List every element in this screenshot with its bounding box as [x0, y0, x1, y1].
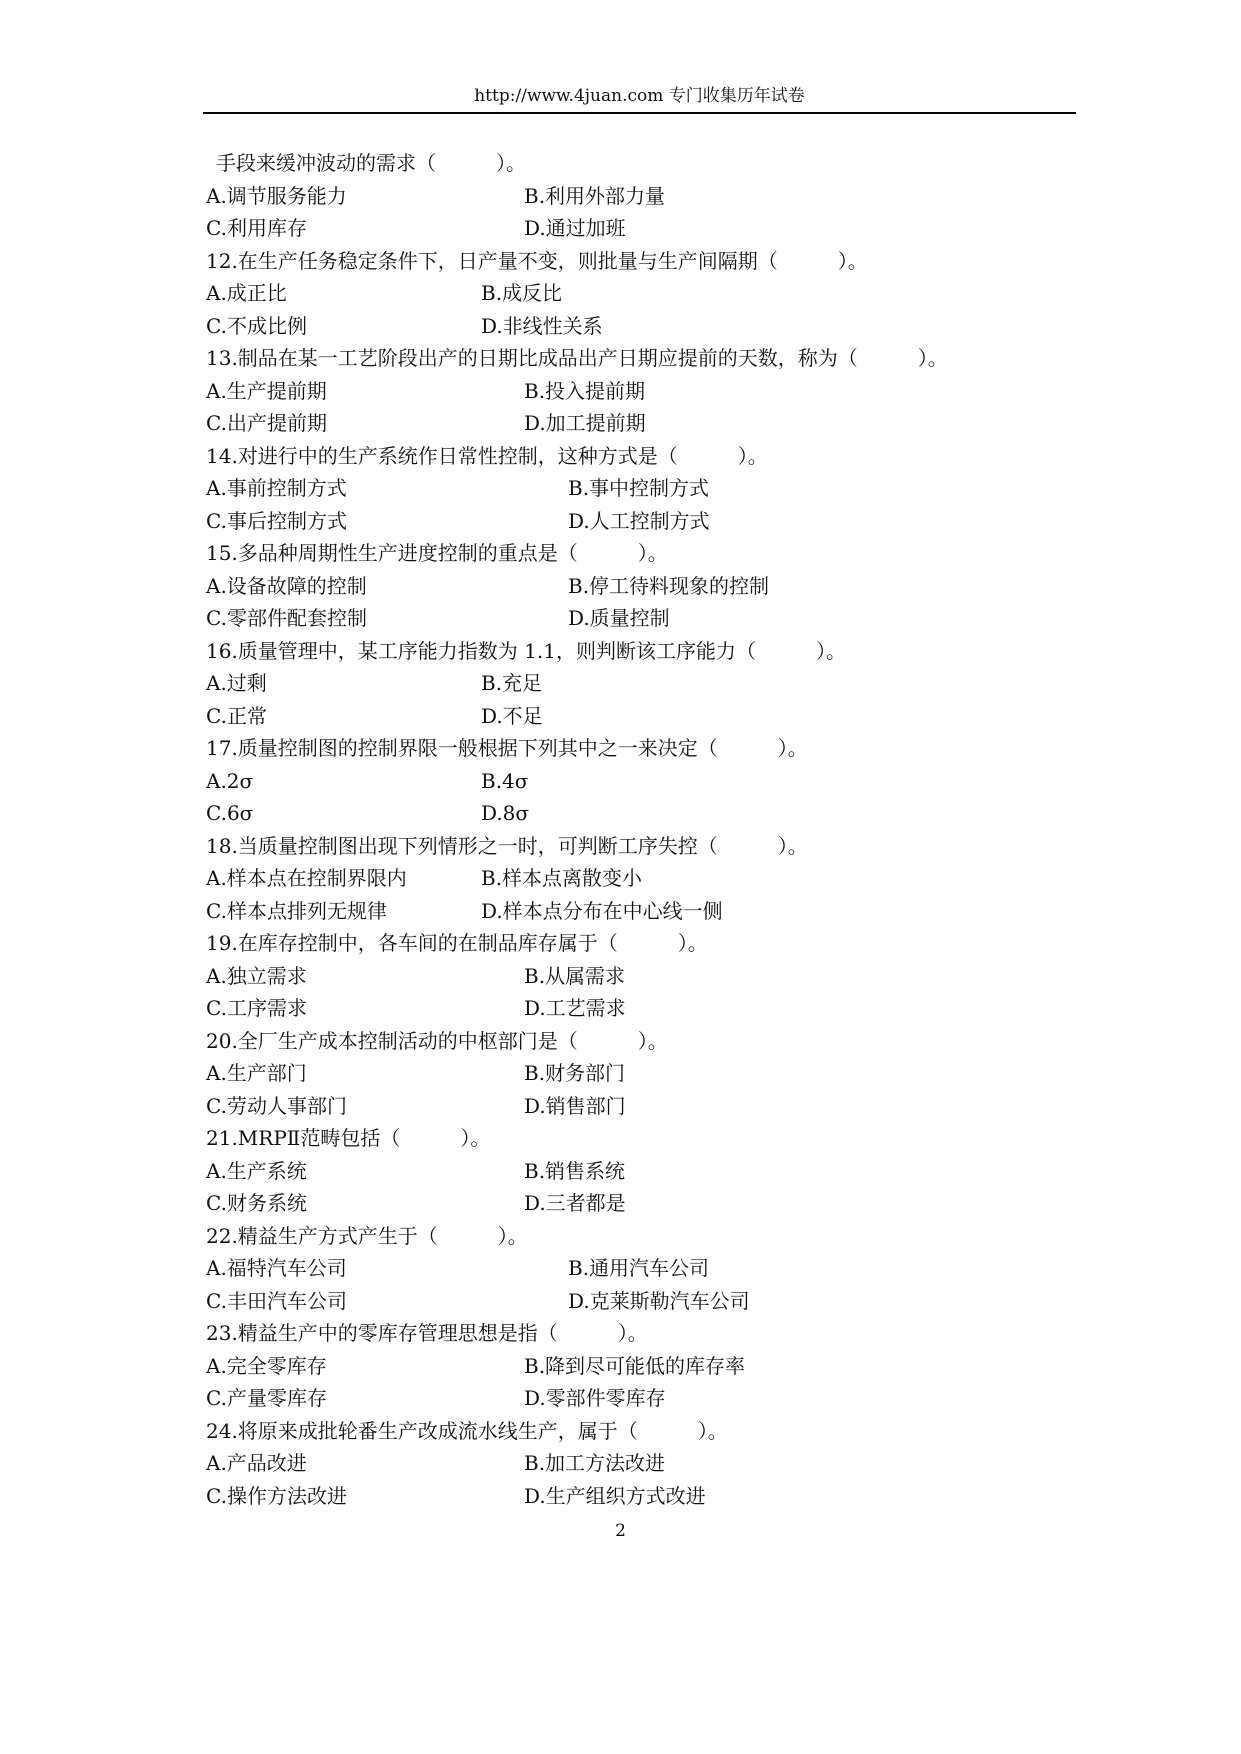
option-right: D.样本点分布在中心线一侧: [481, 898, 723, 923]
question-text: 15.多品种周期性生产进度控制的重点是（ ）。: [206, 541, 668, 565]
option-row: [206, 895, 1076, 928]
option-right: B.通用汽车公司: [568, 1256, 710, 1280]
option-row: [206, 1090, 1076, 1123]
option-row: [206, 1285, 1076, 1318]
option-left: A.调节服务能力: [206, 183, 347, 208]
option-left: C.财务系统: [206, 1191, 307, 1215]
option-row: [206, 407, 1076, 440]
option-left: A.设备故障的控制: [206, 573, 367, 598]
question-text: 23.精益生产中的零库存管理思想是指（ ）。: [206, 1321, 648, 1345]
option-row: [206, 765, 1076, 798]
option-left: A.过剩: [206, 671, 267, 695]
option-row: [206, 1350, 1076, 1383]
question-text: 18.当质量控制图出现下列情形之一时，可判断工序失控（ ）。: [206, 833, 808, 858]
option-right: B.投入提前期: [524, 378, 646, 403]
option-right: B.样本点离散变小: [481, 866, 643, 890]
option-left: A.样本点在控制界限内: [206, 866, 407, 890]
question-text: 20.全厂生产成本控制活动的中枢部门是（ ）。: [206, 1028, 668, 1053]
option-left: C.丰田汽车公司: [206, 1288, 347, 1313]
option-row: [206, 472, 1076, 505]
question-stem: [206, 1415, 1076, 1448]
question-text: 12.在生产任务稳定条件下，日产量不变，则批量与生产间隔期（ ）。: [206, 248, 868, 273]
question-stem: [206, 927, 1076, 960]
option-left: C.利用库存: [206, 216, 307, 240]
option-right: D.克莱斯勒汽车公司: [568, 1288, 750, 1313]
option-right: B.事中控制方式: [568, 476, 710, 500]
option-left: C.6σ: [206, 801, 254, 825]
page-number: 2: [615, 1521, 626, 1541]
option-left: C.正常: [206, 703, 267, 728]
option-row: [206, 310, 1076, 343]
option-right: D.零部件零库存: [524, 1386, 666, 1410]
option-right: B.充足: [481, 671, 543, 695]
option-row: [206, 1155, 1076, 1188]
option-left: A.2σ: [206, 768, 254, 793]
option-row: [206, 992, 1076, 1025]
option-right: D.销售部门: [524, 1093, 626, 1118]
page-header-url: http://www.4juan.com 专门收集历年试卷: [474, 86, 805, 106]
option-left: C.操作方法改进: [206, 1483, 347, 1508]
option-left: C.事后控制方式: [206, 508, 347, 533]
option-row: [206, 1187, 1076, 1220]
option-row: [206, 505, 1076, 538]
question-stem: [206, 1025, 1076, 1058]
question-stem: [206, 1220, 1076, 1253]
option-row: [206, 1252, 1076, 1285]
option-row: [206, 1447, 1076, 1480]
option-left: C.零部件配套控制: [206, 606, 367, 630]
option-left: A.事前控制方式: [206, 476, 347, 500]
option-right: B.降到尽可能低的库存率: [524, 1353, 746, 1378]
option-right: D.生产组织方式改进: [524, 1483, 706, 1508]
option-right: B.利用外部力量: [524, 183, 666, 208]
question-text: 16.质量管理中，某工序能力指数为 1.1，则判断该工序能力（ ）。: [206, 638, 846, 663]
option-left: A.成正比: [206, 281, 287, 305]
question-text: 13.制品在某一工艺阶段出产的日期比成品出产日期应提前的天数，称为（ ）。: [206, 346, 948, 370]
option-right: D.非线性关系: [481, 313, 603, 338]
option-left: C.产量零库存: [206, 1386, 327, 1410]
question-stem: [206, 1122, 1076, 1155]
option-right: D.质量控制: [568, 606, 670, 630]
question-text: 手段来缓冲波动的需求（ ）。: [216, 151, 526, 175]
option-row: [206, 212, 1076, 245]
question-stem: [206, 830, 1076, 863]
option-row: [206, 1382, 1076, 1415]
question-stem: [206, 732, 1076, 765]
option-left: A.生产部门: [206, 1061, 307, 1085]
option-row: [206, 1057, 1076, 1090]
option-right: B.加工方法改进: [524, 1451, 666, 1475]
question-stem: [206, 440, 1076, 473]
option-right: D.工艺需求: [524, 996, 626, 1020]
header-divider: [203, 112, 1076, 114]
option-left: C.出产提前期: [206, 411, 327, 435]
question-stem: [206, 245, 1076, 278]
option-row: [206, 602, 1076, 635]
question-stem: [206, 342, 1076, 375]
option-row: [206, 180, 1076, 213]
option-left: A.完全零库存: [206, 1353, 327, 1378]
option-right: B.成反比: [481, 281, 563, 305]
option-row: [206, 862, 1076, 895]
option-left: A.产品改进: [206, 1451, 307, 1475]
option-row: [206, 797, 1076, 830]
option-right: D.加工提前期: [524, 411, 646, 435]
option-left: C.劳动人事部门: [206, 1093, 347, 1118]
option-right: D.不足: [481, 703, 543, 728]
question-text: 24.将原来成批轮番生产改成流水线生产，属于（ ）。: [206, 1418, 728, 1443]
option-row: [206, 1480, 1076, 1513]
option-row: [206, 960, 1076, 993]
option-right: D.人工控制方式: [568, 508, 710, 533]
option-left: C.工序需求: [206, 996, 307, 1020]
option-left: A.独立需求: [206, 963, 307, 988]
option-right: B.4σ: [481, 768, 529, 793]
option-right: B.从属需求: [524, 963, 626, 988]
option-right: B.销售系统: [524, 1158, 626, 1183]
option-row: [206, 570, 1076, 603]
option-left: A.生产系统: [206, 1158, 307, 1183]
option-left: A.生产提前期: [206, 378, 327, 403]
option-right: B.财务部门: [524, 1061, 626, 1085]
question-text: 17.质量控制图的控制界限一般根据下列其中之一来决定（ ）。: [206, 736, 808, 760]
option-row: [206, 375, 1076, 408]
question-stem: [206, 1317, 1076, 1350]
option-row: [206, 667, 1076, 700]
option-right: D.三者都是: [524, 1191, 626, 1215]
exam-content: [206, 147, 1076, 1512]
option-row: [206, 700, 1076, 733]
question-text: 19.在库存控制中，各车间的在制品库存属于（ ）。: [206, 931, 708, 955]
question-text: 14.对进行中的生产系统作日常性控制，这种方式是（ ）。: [206, 443, 768, 468]
option-right: D.8σ: [481, 801, 530, 825]
option-row: [206, 277, 1076, 310]
option-left: C.样本点排列无规律: [206, 898, 387, 923]
question-text: 22.精益生产方式产生于（ ）。: [206, 1223, 528, 1248]
question-stem: [206, 635, 1076, 668]
option-right: B.停工待料现象的控制: [568, 573, 770, 598]
question-text: 21.MRPⅡ范畴包括（ ）。: [206, 1126, 491, 1150]
option-left: C.不成比例: [206, 313, 307, 338]
question-stem: [206, 147, 1076, 180]
option-left: A.福特汽车公司: [206, 1256, 347, 1280]
option-right: D.通过加班: [524, 216, 626, 240]
question-stem: [206, 537, 1076, 570]
